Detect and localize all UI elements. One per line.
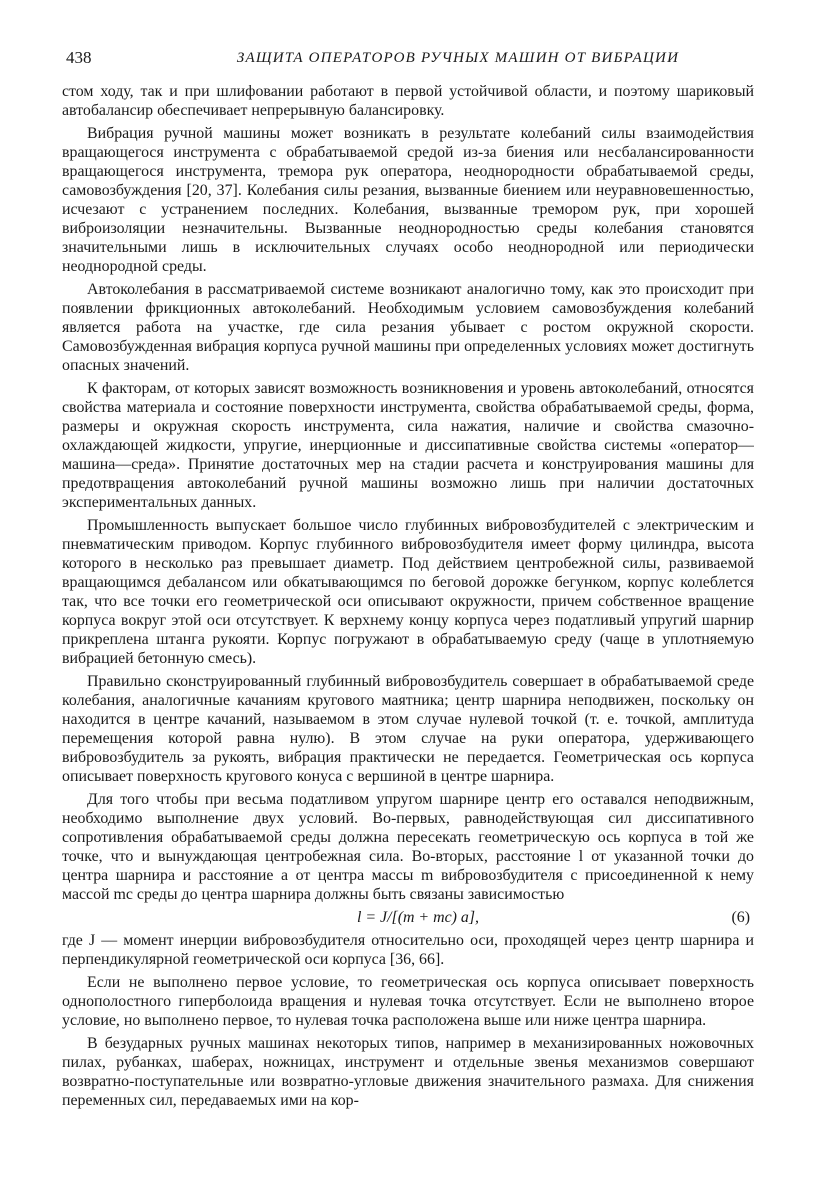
running-title: ЗАЩИТА ОПЕРАТОРОВ РУЧНЫХ МАШИН ОТ ВИБРАЦИИ (236, 50, 680, 66)
paragraph-factors: К факторам, от которых зависят возможность возникновения и уровень автоколебаний, относятся свойства материала и состояние поверхности инструмента, свойства обрабатываемой среды, форма, размеры и окружная скорость инструмента, сила нажатия, наличие и свойства смазочно-охлаждающей жидкости, упругие, инерционные и диссипативные свойства системы «оператор—машина—среда». Принятие достаточных мер на стадии расчета и конструирования машины для предотвращения автоколебаний ручной машины возможно лишь при наличии достаточных экспериментальных данных. (62, 380, 754, 511)
paragraph-conditions: Для того чтобы при весьма податливом упругом шарнире центр его оставался неподвижным, необходимо выполнение двух условий. Во-первых, равнодействующая сил диссипативного сопротивления обрабатываемой среды должна пересекать геометрическую ось корпуса в той же точке, что и вынуждающая центробежная сила. Во-вторых, расстояние l от указанной точки до центра шарнира и расстояние a от центра массы m вибровозбудителя с присоединенной к нему массой mс среды до центра шарнира должны быть связаны зависимостью (62, 791, 754, 903)
paragraph-hyperboloid: Если не выполнено первое условие, то геометрическая ось корпуса описывает поверхность однополостного гиперболоида вращения и нулевая точка отсутствует. Если не выполнено второе условие, но выполнено первое, то нулевая точка расположена выше или ниже центра шарнира. (62, 974, 754, 1029)
book-page (62, 42, 754, 1182)
paragraph-pendulum: Правильно сконструированный глубинный вибровозбудитель совершает в обрабатываемой среде колебания, аналогичные качаниям кругового маятника; центр шарнира неподвижен, поскольку он находится в центре качаний, называемом в этом случае нулевой точкой (т. е. точкой, амплитуда перемещения которой равна нулю). В этом случае на руки оператора, удерживающего вибровозбудитель за рукоять, вибрация практически не передается. Геометрическая ось корпуса описывает поверхность кругового конуса с вершиной в центре шарнира. (62, 673, 754, 785)
paragraph-self-oscillation: Автоколебания в рассматриваемой системе возникают аналогично тому, как это происходит при появлении фрикционных автоколебаний. Необходимым условием самовозбуждения колебаний является работа на участке, где сила резания убывает с ростом окружной скорости. Самовозбужденная вибрация корпуса ручной машины при определенных условиях может достигнуть опасных значений. (62, 281, 754, 374)
formula-expression: l = J/[(m + mс) a], (356, 909, 480, 926)
paragraph-vibration-causes: Вибрация ручной машины может возникать в результате колебаний силы взаимодействия вращающегося инструмента с обрабатываемой средой из-за биения или несбалансированности вращающегося инструмента, тремора рук оператора, неоднородности обрабатываемой среды, самовозбуждения [20, 37]. Колебания силы резания, вызванные биением или неуравновешенностью, исчезают с устранением последних. Колебания, вызванные тремором рук, при хорошей виброизоляции незначительны. Вызванные неоднородностью среды колебания становятся значительными лишь в исключительных случаях особо неоднородной или периодически неоднородной среды. (62, 125, 754, 275)
page-header (62, 42, 754, 72)
paragraph-moment-of-inertia: где J — момент инерции вибровозбудителя относительно оси, проходящей через центр шарнира и перпендикулярной геометрической оси корпуса [36, 66]. (62, 932, 754, 968)
page-number: 438 (66, 48, 92, 67)
formula-6 (62, 908, 754, 927)
paragraph-non-impact-machines: В безударных ручных машинах некоторых типов, например в механизированных ножовочных пилах, рубанках, шаберах, ножницах, инструмент и отдельные звенья механизмов совершают возвратно-поступательные или возвратно-угловые движения значительного размаха. Для снижения переменных сил, передаваемых ими на кор- (62, 1035, 754, 1109)
paragraph-deep-vibrators: Промышленность выпускает большое число глубинных вибровозбудителей с электрическим и пневматическим приводом. Корпус глубинного вибровозбудителя имеет форму цилиндра, высота которого в несколько раз превышает диаметр. Под действием центробежной силы, развиваемой вращающимся дебалансом или обкатывающимся по беговой дорожке бегунком, корпус колеблется так, что все точки его геометрической оси описывают окружности, причем собственное вращение корпуса вокруг этой оси отсутствует. К верхнему концу корпуса через податливый упругий шарнир прикреплена штанга рукояти. Корпус погружают в обрабатываемую среду (чаще в уплотняемую вибрацией бетонную смесь). (62, 517, 754, 667)
formula-number: (6) (731, 909, 750, 926)
body-text (62, 82, 754, 1110)
paragraph-continued: стом ходу, так и при шлифовании работают в первой устойчивой области, и поэтому шариковый автобалансир обеспечивает непрерывную балансировку. (62, 83, 754, 119)
